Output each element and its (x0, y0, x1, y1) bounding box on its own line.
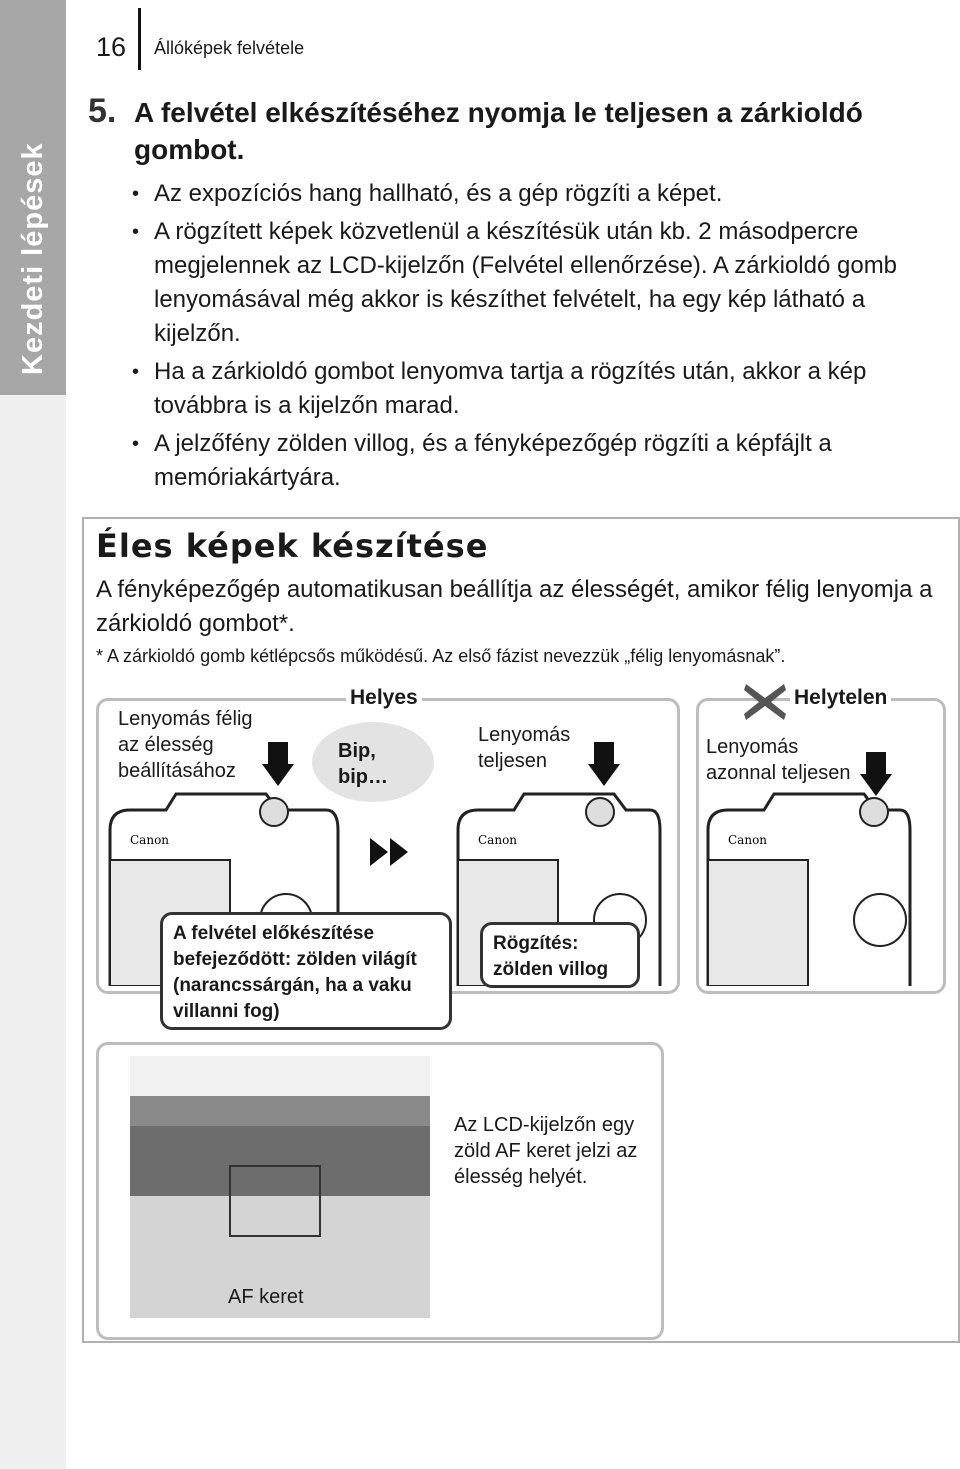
full-press-label: Lenyomás teljesen (478, 724, 571, 772)
camera-back-image (704, 790, 914, 986)
cross-icon (742, 682, 788, 722)
page-number: 16 (96, 32, 127, 62)
footnote: * A zárkioldó gomb kétlépcsős működésű. Az első fázist nevezzük „félig lenyomásnak”. (96, 646, 786, 666)
half-press-label: Lenyomás félig az élesség beállításához (118, 708, 253, 782)
header-divider (138, 8, 141, 70)
side-tab (0, 0, 66, 1469)
fast-forward-icon (370, 838, 410, 866)
correct-title: Helyes (346, 686, 422, 710)
camera-brand: Canon (130, 833, 170, 847)
bullet-item: • Ha a zárkioldó gombot lenyomva tartja a rögzítés után, akkor a kép továbbra is a kijelzőn marad. (130, 355, 940, 423)
camera-brand: Canon (478, 833, 518, 847)
side-tab-label: Kezdeti lépések (17, 142, 49, 375)
box-text: A fényképezőgép automatikusan beállítja az élességét, amikor félig lenyomja a zárkioldó gombot*. (96, 576, 933, 637)
bullet-item: • Az expozíciós hang hallható, és a gép rögzíti a képet. (130, 177, 940, 211)
immediate-full-label: Lenyomás azonnal teljesen (706, 736, 851, 784)
step-bullets (130, 177, 940, 499)
step-number: 5. (88, 92, 117, 130)
recording-callout: Rögzítés: zölden villog (480, 922, 640, 988)
bullet-item: • A jelzőfény zölden villog, és a fényképezőgép rögzíti a képfájlt a memóriakártyára. (130, 427, 940, 495)
bullet-item: • A rögzített képek közvetlenül a készítésük után kb. 2 másodpercre megjelennek az LCD-kijelzőn (Felvétel ellenőrzése). A zárkioldó gomb lenyomásával még akkor is készíthet felvételt, ha egy kép látható a kijelzőn. (130, 215, 940, 351)
incorrect-title: Helytelen (790, 686, 891, 710)
ready-callout: A felvétel előkészítése befejeződött: zölden világít (narancssárgán, ha a vaku villanni fog) (160, 912, 452, 1030)
af-frame-label: AF keret (228, 1286, 304, 1308)
press-arrow-icon (262, 742, 294, 786)
beach-photo-image (130, 1056, 430, 1318)
side-tab-band (0, 0, 66, 395)
camera-brand: Canon (728, 833, 768, 847)
beep-text: Bip, bip… (338, 740, 388, 788)
step-title: A felvétel elkészítéséhez nyomja le teljesen a zárkioldó gombot. (134, 97, 863, 165)
section-title: Állóképek felvétele (154, 38, 305, 58)
box-title: Éles képek készítése (96, 527, 489, 565)
press-arrow-icon (588, 742, 620, 786)
lcd-description: Az LCD-kijelzőn egy zöld AF keret jelzi az élesség helyét. (454, 1114, 638, 1188)
